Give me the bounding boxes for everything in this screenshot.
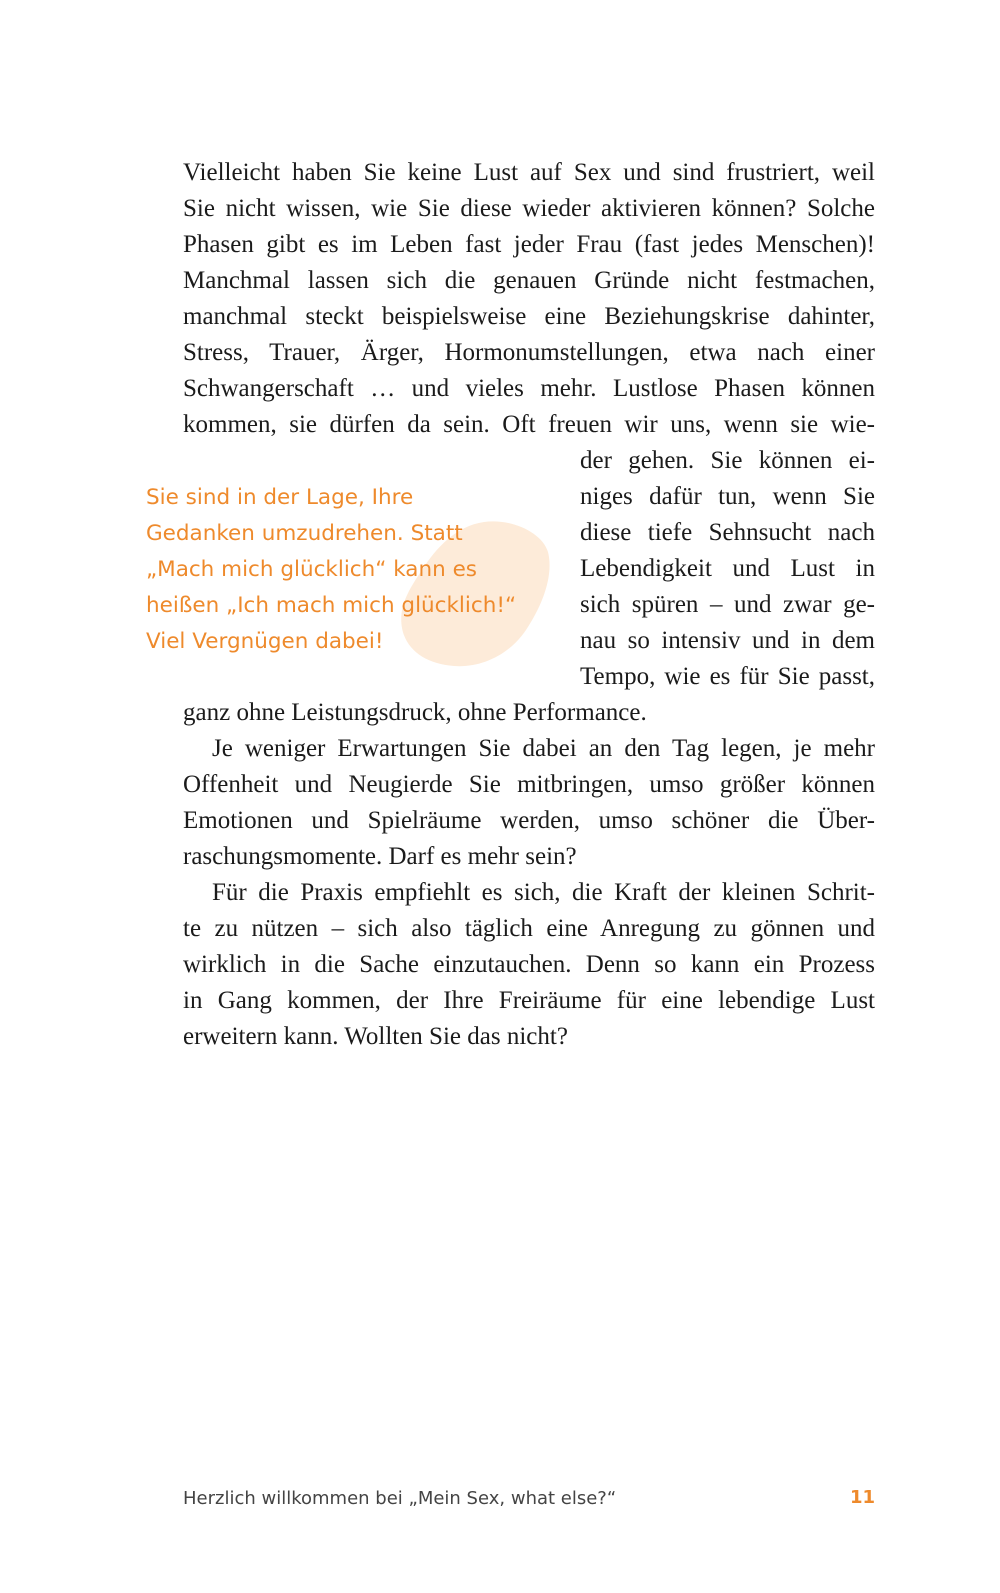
body-line-narrow: der gehen. Sie können ei- (580, 447, 875, 474)
body-line-narrow: Tempo, wie es für Sie passt, (580, 663, 875, 690)
body-line: Vielleicht haben Sie keine Lust auf Sex und sind frustriert, weil (183, 159, 875, 186)
body-line: Sie nicht wissen, wie Sie diese wieder aktivieren können? Solche (183, 195, 875, 222)
pull-quote-line: Viel Vergnügen dabei! (146, 629, 384, 654)
body-line: Schwangerschaft … und vieles mehr. Lustlose Phasen können (183, 375, 875, 402)
body-line: Je weniger Erwartungen Sie dabei an den Tag legen, je mehr (212, 735, 875, 762)
pull-quote (146, 480, 566, 660)
body-line: Für die Praxis empfiehlt es sich, die Kraft der kleinen Schrit- (212, 879, 875, 906)
body-line: Stress, Trauer, Ärger, Hormonumstellungen, etwa nach einer (183, 339, 875, 366)
pull-quote-line: „Mach mich glücklich“ kann es (146, 557, 477, 582)
body-line-narrow: sich spüren – und zwar ge- (580, 591, 875, 618)
body-line: ganz ohne Leistungsdruck, ohne Performance. (183, 699, 647, 726)
body-line: erweitern kann. Wollten Sie das nicht? (183, 1023, 568, 1050)
pull-quote-line: Gedanken umzudrehen. Statt (146, 521, 463, 546)
body-line-narrow: diese tiefe Sehnsucht nach (580, 519, 875, 546)
body-line: Emotionen und Spielräume werden, umso schöner die Über- (183, 807, 875, 834)
pull-quote-line: Sie sind in der Lage, Ihre (146, 485, 414, 510)
page-number: 11 (849, 1487, 875, 1508)
body-line: Manchmal lassen sich die genauen Gründe nicht festmachen, (183, 267, 875, 294)
body-line-narrow: Lebendigkeit und Lust in (580, 555, 875, 582)
body-line: in Gang kommen, der Ihre Freiräume für eine lebendige Lust (183, 987, 875, 1014)
body-line-narrow: niges dafür tun, wenn Sie (580, 483, 875, 510)
body-line: Phasen gibt es im Leben fast jeder Frau (fast jedes Menschen)! (183, 231, 875, 258)
body-line: wirklich in die Sache einzutauchen. Denn so kann ein Prozess (183, 951, 875, 978)
body-line: raschungsmomente. Darf es mehr sein? (183, 843, 577, 870)
body-line: te zu nützen – sich also täglich eine Anregung zu gönnen und (183, 915, 875, 942)
body-line: manchmal steckt beispielsweise eine Beziehungskrise dahinter, (183, 303, 875, 330)
running-title: Herzlich willkommen bei „Mein Sex, what else?“ (183, 1488, 617, 1509)
pull-quote-line: heißen „Ich mach mich glücklich!“ (146, 593, 517, 618)
body-line: Offenheit und Neugierde Sie mitbringen, umso größer können (183, 771, 875, 798)
body-line: kommen, sie dürfen da sein. Oft freuen wir uns, wenn sie wie- (183, 411, 875, 438)
body-line-narrow: nau so intensiv und in dem (580, 627, 875, 654)
